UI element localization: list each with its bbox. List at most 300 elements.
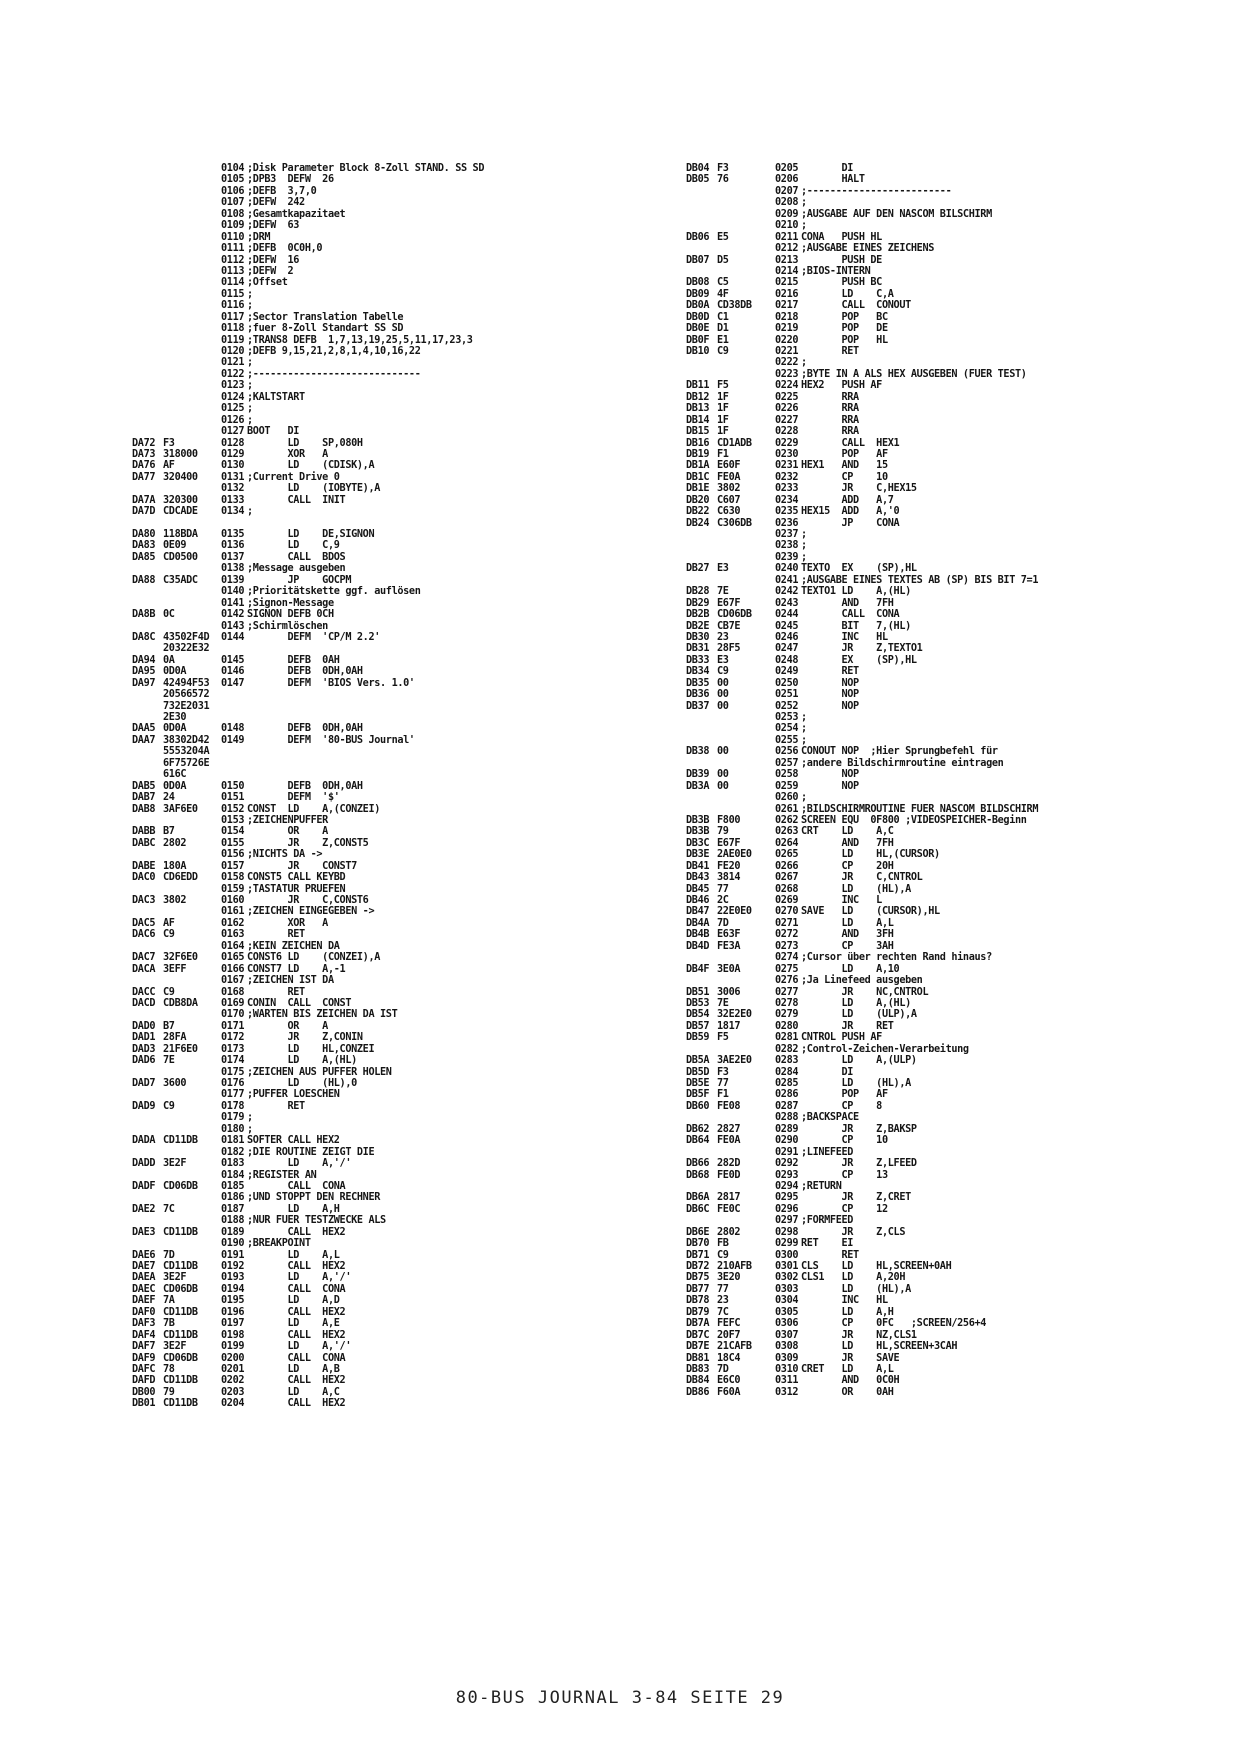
object-code: 2827	[717, 1123, 741, 1135]
source-text: LD A,L	[247, 1249, 340, 1261]
object-code: 2802	[717, 1226, 741, 1238]
source-text: DEFB 0DH,0AH	[247, 723, 363, 735]
listing-line	[132, 746, 552, 757]
hex-address: DB3E	[686, 849, 710, 861]
listing-line	[132, 712, 552, 723]
listing-line	[686, 1227, 1106, 1238]
hex-address: DB33	[686, 654, 710, 666]
line-number: 0134	[221, 506, 245, 518]
object-code: CDCADE	[163, 506, 198, 518]
source-text: CRT LD A,C	[801, 826, 894, 838]
listing-line	[132, 1398, 552, 1409]
hex-address	[132, 1170, 163, 1181]
source-text: CP 10	[801, 1135, 888, 1147]
line-number: 0299	[775, 1238, 799, 1250]
source-text: ;BYTE IN A ALS HEX AUSGEBEN (FUER TEST)	[801, 368, 1027, 380]
listing-line	[132, 975, 552, 986]
line-number: 0164	[221, 940, 245, 952]
object-code: F3	[717, 1066, 729, 1078]
source-text	[247, 758, 552, 769]
object-code: 3E0A	[717, 963, 741, 975]
listing-line	[132, 243, 552, 254]
hex-address	[132, 849, 163, 860]
hex-address: DB64	[686, 1135, 710, 1147]
object-code	[163, 243, 221, 254]
line-number: 0217	[775, 300, 799, 312]
hex-address: DB78	[686, 1295, 710, 1307]
object-code	[163, 1170, 221, 1181]
listing-line	[686, 1238, 1106, 1249]
hex-address	[132, 243, 163, 254]
object-code: 1F	[717, 414, 729, 426]
listing-line	[132, 335, 552, 346]
hex-address: DB43	[686, 872, 710, 884]
source-text: LD C,9	[247, 540, 340, 552]
line-number: 0307	[775, 1329, 799, 1341]
hex-address	[132, 289, 163, 300]
hex-address: DAEF	[132, 1295, 156, 1307]
object-code	[163, 403, 221, 414]
line-number: 0268	[775, 883, 799, 895]
object-code: FE0C	[717, 1203, 741, 1215]
line-number: 0172	[221, 1032, 245, 1044]
source-text: DEFB 0DH,0AH	[247, 780, 363, 792]
source-text: ;BACKSPACE	[801, 1112, 859, 1124]
listing-line	[132, 1307, 552, 1318]
source-text: CLS1 LD A,20H	[801, 1272, 906, 1284]
source-text: DEFM '80-BUS Journal'	[247, 734, 415, 746]
source-text: LD HL,CONZEI	[247, 1043, 375, 1055]
listing-line	[132, 1192, 552, 1203]
hex-address	[132, 643, 163, 654]
listing-line	[686, 1250, 1106, 1261]
listing-line	[686, 506, 1106, 517]
line-number: 0297	[775, 1215, 799, 1227]
source-text: ;REGISTER AN	[247, 1169, 317, 1181]
source-text: ;Prioritätskette ggf. auflösen	[247, 586, 421, 598]
hex-address: DA83	[132, 540, 156, 552]
hex-address: DB0F	[686, 334, 710, 346]
listing-line	[686, 346, 1106, 357]
line-number: 0219	[775, 323, 799, 335]
listing-line	[132, 540, 552, 551]
line-number: 0212	[775, 243, 799, 255]
source-text: CP 20H	[801, 860, 894, 872]
hex-address: DA8C	[132, 631, 156, 643]
source-text: LD A,H	[801, 1306, 894, 1318]
line-number: 0125	[221, 403, 245, 415]
hex-address	[132, 346, 163, 357]
hex-address: DB83	[686, 1363, 710, 1375]
listing-line	[686, 1158, 1106, 1169]
line-number: 0226	[775, 403, 799, 415]
listing-line	[686, 426, 1106, 437]
hex-address: DB14	[686, 414, 710, 426]
hex-address: DACC	[132, 986, 156, 998]
hex-address: DB36	[686, 689, 710, 701]
object-code: 3E2F	[163, 1341, 187, 1353]
hex-address	[686, 369, 717, 380]
line-number: 0279	[775, 1009, 799, 1021]
source-text: LD SP,080H	[247, 437, 363, 449]
object-code: FE08	[717, 1100, 741, 1112]
listing-line	[686, 1044, 1106, 1055]
hex-address: DB4A	[686, 917, 710, 929]
line-number: 0132	[221, 483, 245, 495]
object-code	[717, 758, 775, 769]
listing-line	[686, 495, 1106, 506]
listing-line	[686, 929, 1106, 940]
object-code	[163, 346, 221, 357]
hex-address	[132, 1124, 163, 1135]
source-text: CONST5 CALL KEYBD	[247, 872, 346, 884]
listing-line	[132, 1284, 552, 1295]
hex-address: DA7A	[132, 494, 156, 506]
object-code: 00	[717, 746, 729, 758]
line-number: 0244	[775, 609, 799, 621]
source-text: AND 3FH	[801, 929, 894, 941]
hex-address	[686, 1044, 717, 1055]
hex-address: DB71	[686, 1249, 710, 1261]
listing-line	[686, 1318, 1106, 1329]
line-number: 0204	[221, 1398, 245, 1410]
listing-line	[132, 563, 552, 574]
listing-line	[686, 952, 1106, 963]
object-code: 7E	[717, 586, 729, 598]
line-number: 0291	[775, 1146, 799, 1158]
object-code	[717, 1147, 775, 1158]
object-code: 320300	[163, 494, 198, 506]
line-number	[221, 643, 247, 654]
hex-address: DAC7	[132, 952, 156, 964]
hex-address	[132, 712, 163, 723]
line-number: 0138	[221, 563, 245, 575]
page-footer: 80-BUS JOURNAL 3-84 SEITE 29	[455, 1688, 785, 1708]
object-code	[717, 735, 775, 746]
line-number: 0152	[221, 803, 245, 815]
line-number: 0173	[221, 1043, 245, 1055]
listing-line	[132, 884, 552, 895]
listing-line	[686, 563, 1106, 574]
line-number: 0169	[221, 997, 245, 1009]
object-code: F1	[717, 1089, 729, 1101]
source-text: CP 13	[801, 1169, 888, 1181]
hex-address: DACA	[132, 963, 156, 975]
hex-address: DB59	[686, 1032, 710, 1044]
hex-address	[132, 426, 163, 437]
hex-address: DAA5	[132, 723, 156, 735]
source-text: ;Gesamtkapazitaet	[247, 208, 346, 220]
source-text: CALL HEX2	[247, 1375, 346, 1387]
listing-line	[132, 300, 552, 311]
hex-address: DA80	[132, 529, 156, 540]
source-text: CALL BDOS	[247, 551, 346, 563]
object-code: F5	[717, 380, 729, 392]
object-code: 0D0A	[163, 666, 187, 678]
source-text: ;ZEICHEN IST DA	[247, 975, 334, 987]
object-code: FE0A	[717, 1135, 741, 1147]
listing-line	[686, 895, 1106, 906]
object-code	[163, 483, 221, 494]
line-number: 0106	[221, 185, 245, 197]
hex-address: DAA7	[132, 734, 156, 746]
source-text: RRA	[801, 414, 859, 426]
source-text: RET	[247, 929, 305, 941]
hex-address: DB00	[132, 1386, 156, 1398]
hex-address: DB0D	[686, 311, 710, 323]
hex-address	[132, 563, 163, 574]
object-code	[717, 552, 775, 563]
listing-line	[132, 380, 552, 391]
hex-address: DB5A	[686, 1055, 710, 1067]
hex-address: DB31	[686, 643, 710, 655]
line-number: 0260	[775, 792, 799, 804]
line-number: 0116	[221, 300, 245, 312]
line-number: 0194	[221, 1283, 245, 1295]
source-text: ;	[801, 723, 807, 735]
listing-line	[132, 575, 552, 586]
hex-address: DB5E	[686, 1078, 710, 1089]
source-text: ;	[801, 529, 807, 540]
hex-address: DB5D	[686, 1066, 710, 1078]
object-code: 28FA	[163, 1032, 187, 1044]
hex-address: DAF9	[132, 1352, 156, 1364]
hex-address	[686, 1215, 717, 1226]
source-text	[247, 701, 552, 712]
source-text: LD A,(HL)	[247, 1055, 357, 1067]
source-text: CP 3AH	[801, 940, 894, 952]
line-number: 0282	[775, 1043, 799, 1055]
listing-line	[686, 941, 1106, 952]
object-code	[163, 392, 221, 403]
line-number: 0110	[221, 231, 245, 243]
object-code	[163, 1089, 221, 1100]
source-text: CALL HEX2	[247, 1329, 346, 1341]
line-number	[221, 701, 247, 712]
listing-line	[132, 186, 552, 197]
object-code: 0C	[163, 609, 175, 621]
source-text: RET EI	[801, 1238, 854, 1250]
source-text: RET	[801, 1249, 859, 1261]
source-text: LD DE,SIGNON	[247, 529, 375, 540]
line-number: 0201	[221, 1363, 245, 1375]
hex-address	[132, 906, 163, 917]
listing-line	[686, 1364, 1106, 1375]
listing-line	[686, 815, 1106, 826]
object-code: 7C	[163, 1203, 175, 1215]
object-code: 7A	[163, 1295, 175, 1307]
line-number: 0232	[775, 471, 799, 483]
source-text: ;AUSGABE EINES ZEICHENS	[801, 243, 935, 255]
hex-address	[132, 1112, 163, 1123]
hex-address: DB3C	[686, 837, 710, 849]
source-text: NOP	[801, 700, 859, 712]
hex-address	[132, 209, 163, 220]
line-number: 0290	[775, 1135, 799, 1147]
line-number: 0170	[221, 1009, 245, 1021]
listing-line	[132, 289, 552, 300]
line-number: 0289	[775, 1123, 799, 1135]
source-text: OR A	[247, 826, 328, 838]
object-code	[163, 312, 221, 323]
line-number: 0128	[221, 437, 245, 449]
line-number: 0205	[775, 163, 799, 174]
source-text: DEFB 0AH	[247, 654, 340, 666]
source-text: ;	[247, 380, 253, 392]
object-code: F1	[717, 448, 729, 460]
hex-address: DB27	[686, 563, 710, 575]
object-code: 1817	[717, 1020, 741, 1032]
hex-address: DAB7	[132, 792, 156, 804]
line-number: 0159	[221, 883, 245, 895]
listing-line	[686, 540, 1106, 551]
listing-line	[132, 369, 552, 380]
hex-address: DB2B	[686, 609, 710, 621]
listing-line	[132, 1295, 552, 1306]
object-code: 2802	[163, 837, 187, 849]
source-text: ;ZEICHEN EINGEGEBEN ->	[247, 906, 375, 918]
source-text: ;Schirmlöschen	[247, 620, 328, 632]
listing-line	[686, 609, 1106, 620]
hex-address: DAD9	[132, 1100, 156, 1112]
object-code: 3814	[717, 872, 741, 884]
line-number: 0196	[221, 1306, 245, 1318]
listing-line	[686, 529, 1106, 540]
source-text: SOFTER CALL HEX2	[247, 1135, 340, 1147]
hex-address: DB4B	[686, 929, 710, 941]
listing-line	[686, 1147, 1106, 1158]
hex-address: DAB5	[132, 780, 156, 792]
line-number: 0206	[775, 174, 799, 186]
hex-address: DB09	[686, 288, 710, 300]
line-number: 0109	[221, 220, 245, 232]
hex-address: DAE3	[132, 1226, 156, 1238]
line-number: 0174	[221, 1055, 245, 1067]
hex-address	[132, 220, 163, 231]
source-text: LD A,(ULP)	[801, 1055, 917, 1067]
hex-address	[686, 712, 717, 723]
source-text: JP CONA	[801, 517, 900, 529]
line-number: 0142	[221, 609, 245, 621]
hex-address	[132, 357, 163, 368]
source-text: ;DEFB 3,7,0	[247, 185, 317, 197]
listing-line	[132, 1272, 552, 1283]
line-number: 0292	[775, 1158, 799, 1170]
object-code: 0D0A	[163, 780, 187, 792]
hex-address: DB72	[686, 1261, 710, 1272]
hex-address: DB86	[686, 1386, 710, 1398]
listing-line	[132, 1147, 552, 1158]
object-code: 5553204A	[163, 746, 210, 758]
listing-line	[132, 1364, 552, 1375]
object-code: E6C0	[717, 1375, 741, 1387]
source-text: CALL CONA	[247, 1352, 346, 1364]
source-text: ;	[801, 540, 807, 552]
hex-address	[686, 952, 717, 963]
object-code	[717, 1044, 775, 1055]
listing-line	[686, 483, 1106, 494]
listing-line	[132, 472, 552, 483]
listing-line	[132, 449, 552, 460]
object-code: 3EFF	[163, 963, 187, 975]
listing-line	[132, 1204, 552, 1215]
line-number: 0186	[221, 1192, 245, 1204]
object-code: C306DB	[717, 517, 752, 529]
source-text: TEXTO EX (SP),HL	[801, 563, 917, 575]
hex-address: DB62	[686, 1123, 710, 1135]
hex-address: DAC5	[132, 917, 156, 929]
object-code: CD38DB	[717, 300, 752, 312]
hex-address	[132, 621, 163, 632]
line-number	[221, 518, 247, 529]
line-number: 0166	[221, 963, 245, 975]
object-code: C9	[717, 346, 729, 357]
source-text: SAVE LD (CURSOR),HL	[801, 906, 940, 918]
source-text: EX (SP),HL	[801, 654, 917, 666]
hex-address	[132, 1009, 163, 1020]
line-number: 0287	[775, 1100, 799, 1112]
listing-line	[132, 701, 552, 712]
hex-address: DB22	[686, 506, 710, 518]
listing-line	[686, 209, 1106, 220]
listing-line	[686, 804, 1106, 815]
hex-address: DA94	[132, 654, 156, 666]
hex-address: DB39	[686, 769, 710, 781]
source-text: ;	[247, 403, 253, 415]
object-code: 18C4	[717, 1352, 741, 1364]
object-code: C9	[163, 1100, 175, 1112]
line-number: 0177	[221, 1089, 245, 1101]
listing-line	[132, 998, 552, 1009]
listing-line	[132, 666, 552, 677]
hex-address	[686, 1147, 717, 1158]
hex-address	[132, 392, 163, 403]
hex-address	[132, 769, 163, 780]
object-code	[717, 1112, 775, 1123]
listing-line	[132, 266, 552, 277]
hex-address: DABE	[132, 860, 156, 872]
object-code: D1	[717, 323, 729, 335]
listing-line	[686, 712, 1106, 723]
line-number: 0265	[775, 849, 799, 861]
hex-address: DAF0	[132, 1306, 156, 1318]
source-text: CALL CONA	[247, 1180, 346, 1192]
hex-address: DAD0	[132, 1020, 156, 1032]
hex-address	[132, 1067, 163, 1078]
hex-address: DB01	[132, 1398, 156, 1410]
listing-line	[132, 1250, 552, 1261]
source-text: POP HL	[801, 334, 888, 346]
line-number: 0271	[775, 917, 799, 929]
listing-line	[686, 964, 1106, 975]
hex-address: DB1C	[686, 471, 710, 483]
source-text: CLS LD HL,SCREEN+0AH	[801, 1261, 952, 1272]
hex-address	[132, 174, 163, 185]
listing-line	[686, 1284, 1106, 1295]
line-number: 0145	[221, 654, 245, 666]
hex-address: DAD1	[132, 1032, 156, 1044]
line-number	[221, 712, 247, 723]
line-number: 0136	[221, 540, 245, 552]
line-number: 0220	[775, 334, 799, 346]
object-code	[163, 323, 221, 334]
line-number: 0273	[775, 940, 799, 952]
source-text: ;RETURN	[801, 1180, 842, 1192]
object-code	[163, 289, 221, 300]
line-number: 0231	[775, 460, 799, 472]
source-text: NOP	[801, 677, 859, 689]
line-number: 0105	[221, 174, 245, 186]
